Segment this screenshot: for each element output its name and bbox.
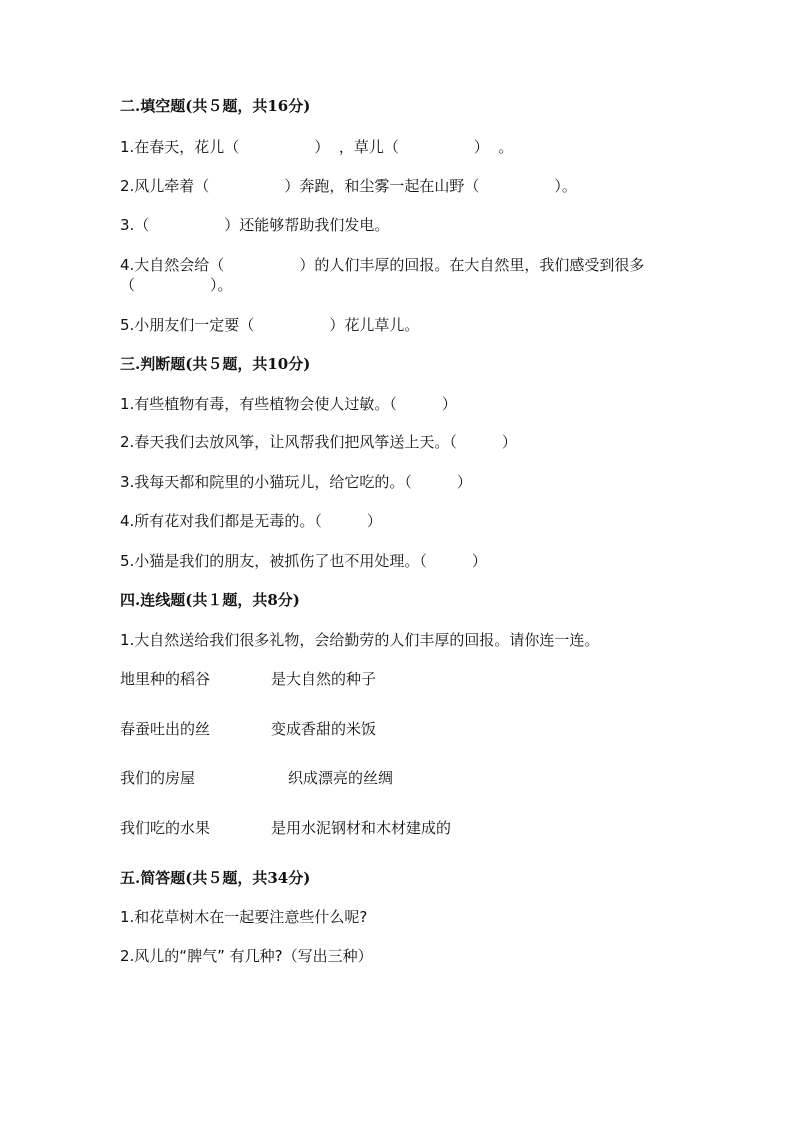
judge-question-4: 4.所有花对我们都是无毒的。（ ） bbox=[120, 512, 382, 530]
match-left-item: 地里种的稻谷 bbox=[120, 670, 211, 688]
match-right-item: 是用水泥钢材和木材建成的 bbox=[271, 819, 452, 837]
fill-question-3: 3.（ ）还能够帮助我们发电。 bbox=[120, 216, 390, 234]
match-question-1: 1.大自然送给我们很多礼物，会给勤劳的人们丰厚的回报。请你连一连。 bbox=[120, 631, 600, 649]
fill-question-2: 2.风儿牵着（ ）奔跑，和尘雾一起在山野（ ）。 bbox=[120, 177, 577, 195]
judge-question-5: 5.小猫是我们的朋友，被抓伤了也不用处理。（ ） bbox=[120, 552, 487, 570]
judge-question-1: 1.有些植物有毒，有些植物会使人过敏。（ ） bbox=[120, 395, 457, 413]
match-right-item: 变成香甜的米饭 bbox=[271, 720, 377, 738]
fill-question-4-line-1: 4.大自然会给（ ）的人们丰厚的回报。在大自然里，我们感受到很多 bbox=[120, 256, 645, 274]
judge-question-2: 2.春天我们去放风筝，让风帮我们把风筝送上天。（ ） bbox=[120, 433, 517, 451]
fill-question-4-line-2: （ ）。 bbox=[120, 276, 233, 294]
section-2-heading: 二.填空题(共５题，共16分) bbox=[120, 97, 311, 115]
match-left-item: 我们吃的水果 bbox=[120, 819, 211, 837]
section-5-heading: 五.简答题(共５题，共34分) bbox=[120, 869, 311, 887]
match-right-item: 织成漂亮的丝绸 bbox=[288, 769, 394, 787]
short-answer-question-2: 2.风儿的“脾气” 有几种?（写出三种） bbox=[120, 947, 373, 965]
judge-question-3: 3.我每天都和院里的小猫玩儿，给它吃的。（ ） bbox=[120, 473, 472, 491]
match-left-item: 我们的房屋 bbox=[120, 769, 196, 787]
match-right-item: 是大自然的种子 bbox=[271, 670, 377, 688]
fill-question-1: 1.在春天，花儿（ ） ，草儿（ ） 。 bbox=[120, 138, 514, 156]
match-left-item: 春蚕吐出的丝 bbox=[120, 720, 211, 738]
section-4-heading: 四.连线题(共１题，共8分) bbox=[120, 591, 300, 609]
section-3-heading: 三.判断题(共５题，共10分) bbox=[120, 355, 311, 373]
fill-question-5: 5.小朋友们一定要（ ）花儿草儿。 bbox=[120, 316, 420, 334]
short-answer-question-1: 1.和花草树木在一起要注意些什么呢? bbox=[120, 908, 368, 926]
